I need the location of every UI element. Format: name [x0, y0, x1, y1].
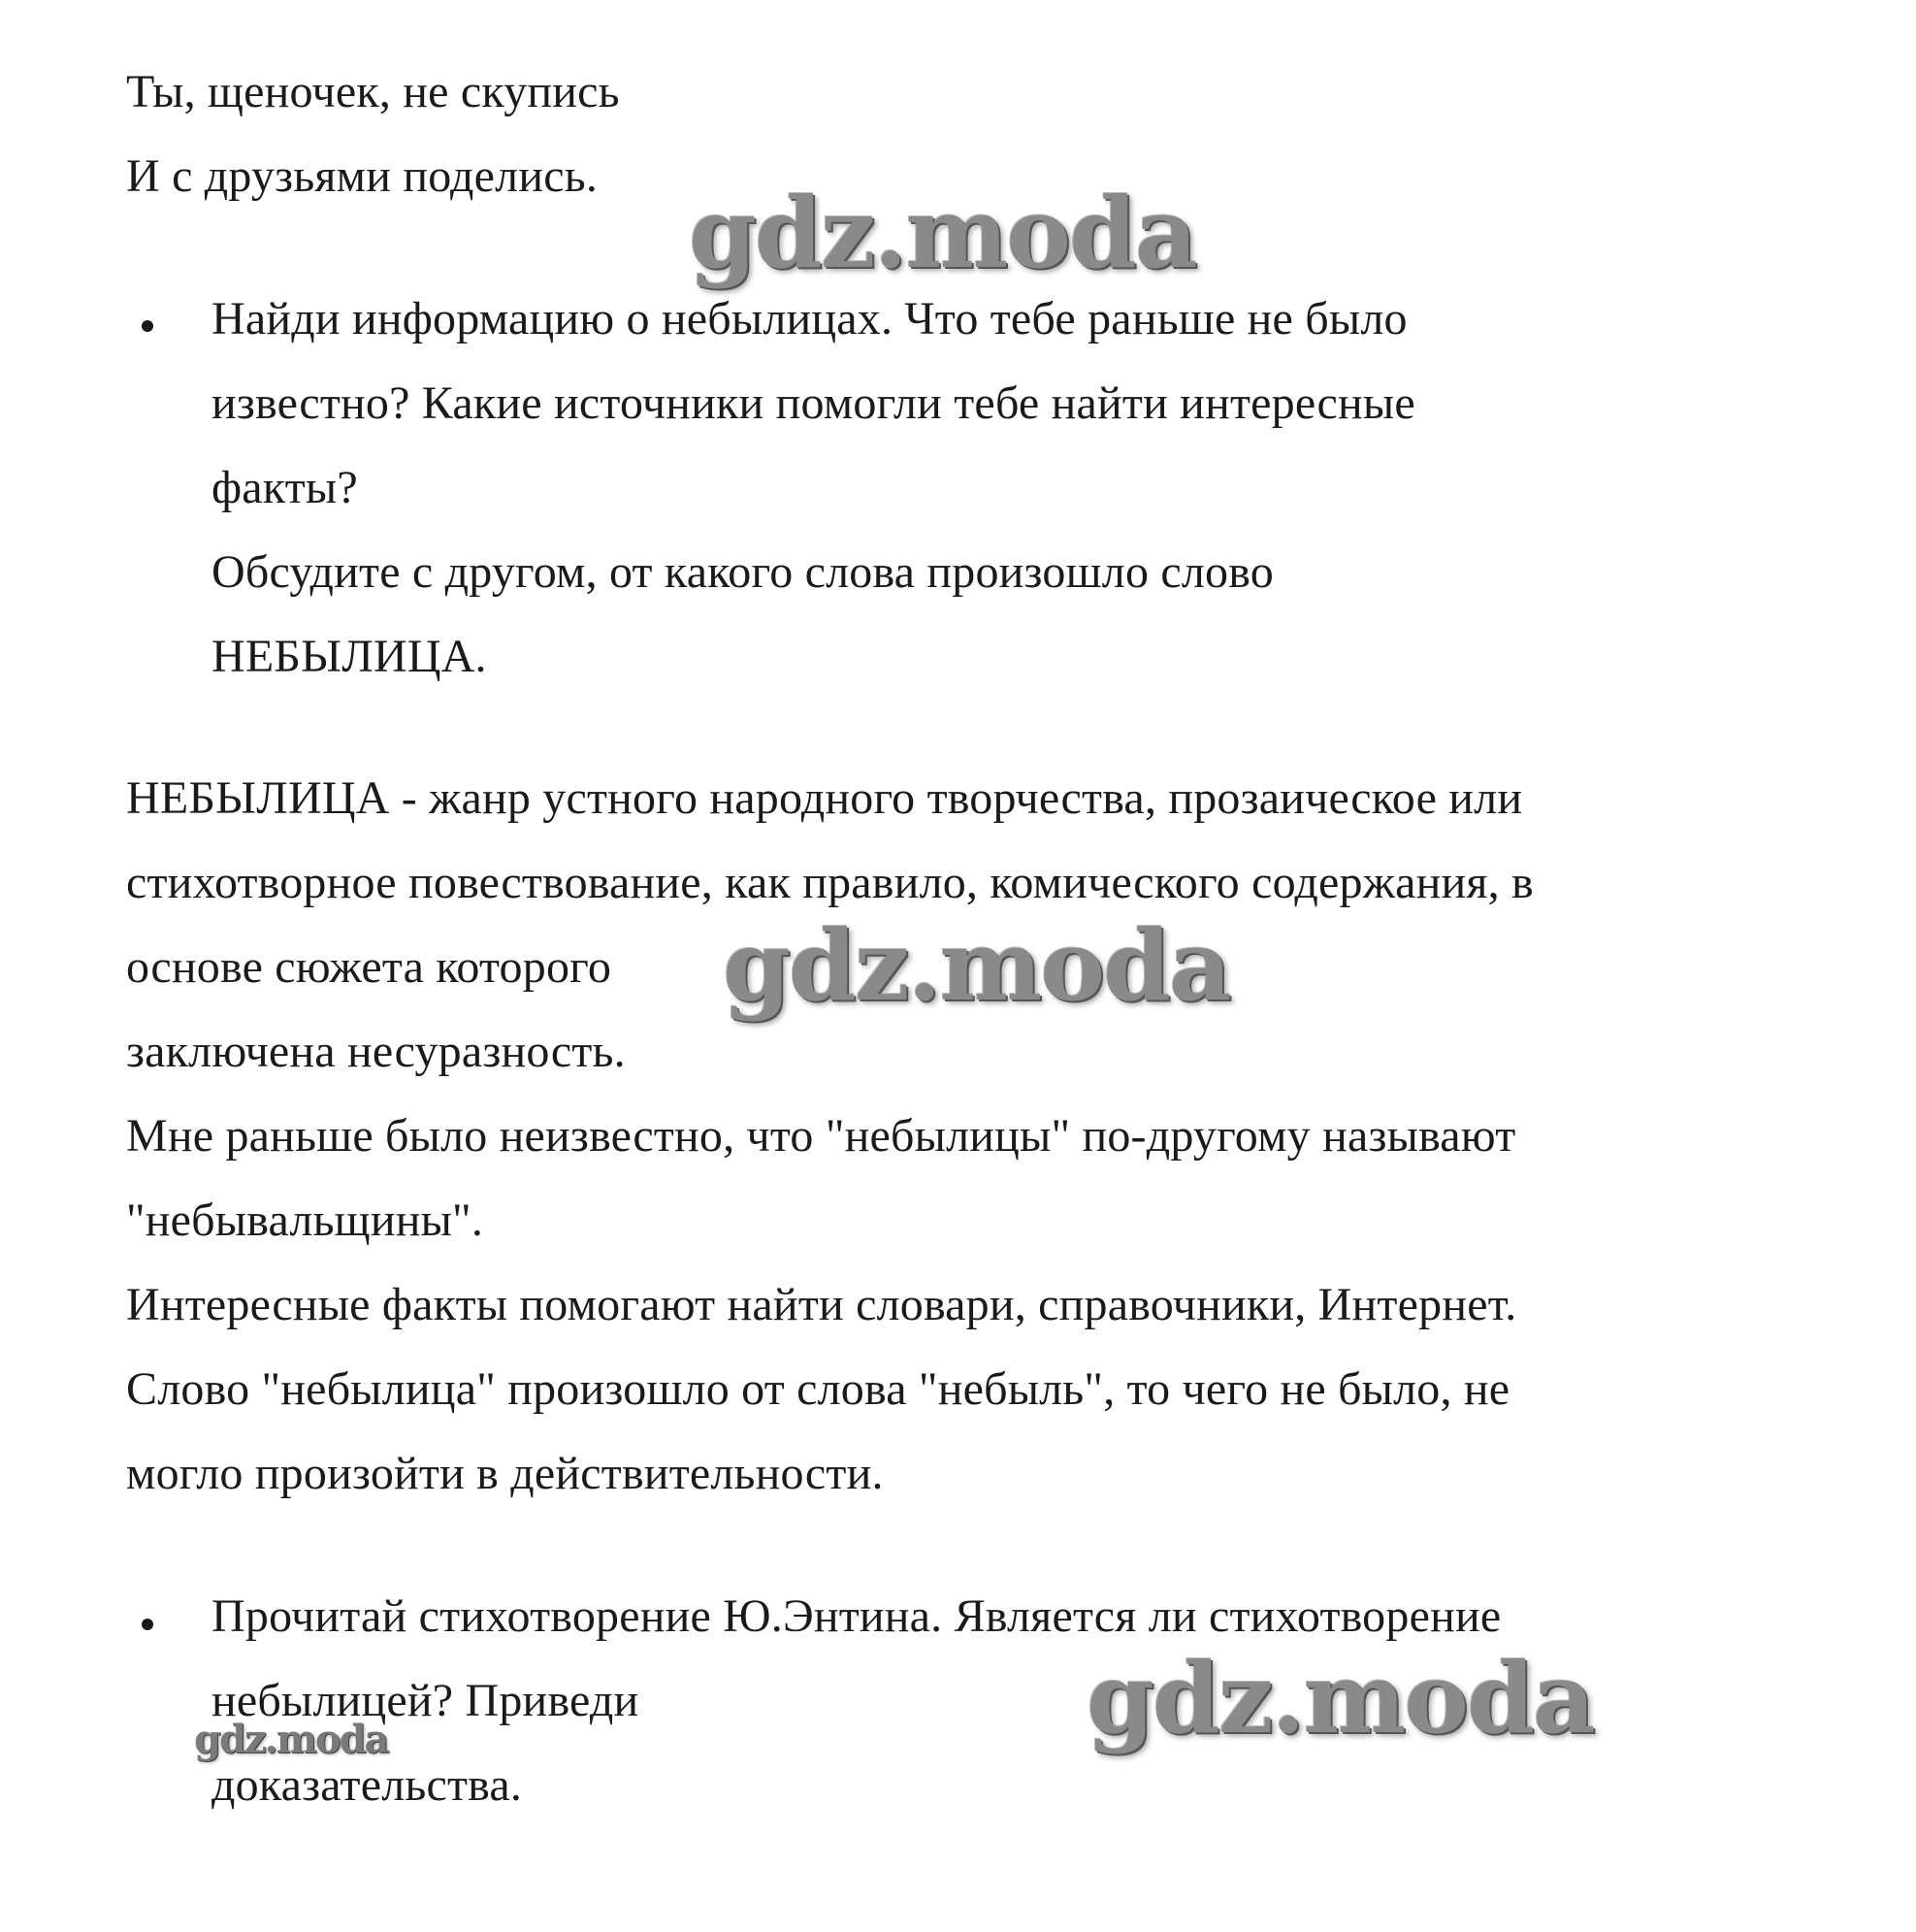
- answer-line-2: стихотворное повествование, как правило, комического содержания, в: [126, 857, 1534, 908]
- watermark-1: gdz.moda: [689, 176, 1196, 290]
- task2-line-2: небылицей? Приведи: [211, 1675, 639, 1726]
- answer-line-3: основе сюжета которого: [126, 941, 612, 993]
- answer-line-8: Слово "небылица" произошло от слова "небыль", то чего не было, не: [126, 1363, 1510, 1415]
- bullet-task-2: [142, 1619, 153, 1630]
- answer-line-4: заключена несуразность.: [126, 1026, 626, 1077]
- answer-line-5: Мне раньше было неизвестно, что "небылицы" по-другому называют: [126, 1110, 1516, 1162]
- watermark-2: gdz.moda: [723, 908, 1230, 1023]
- poem-line-1: Ты, щеночек, не скупись: [126, 66, 620, 117]
- answer-line-9: могло произойти в действительности.: [126, 1448, 884, 1499]
- task1-line-5: НЕБЫЛИЦА.: [211, 631, 487, 682]
- task1-line-3: факты?: [211, 462, 358, 513]
- task1-line-1: Найди информацию о небылицах. Что тебе раньше не было: [211, 293, 1408, 344]
- answer-line-6: "небывальщины".: [126, 1195, 484, 1246]
- task1-line-4: Обсудите с другом, от какого слова произошло слово: [211, 546, 1274, 598]
- poem-line-2: И с друзьями поделись.: [126, 150, 599, 202]
- task1-line-2: известно? Какие источники помогли тебе найти интересные: [211, 377, 1415, 429]
- watermark-3: gdz.moda: [1087, 1641, 1594, 1755]
- answer-line-7: Интересные факты помогают найти словари, справочники, Интернет.: [126, 1279, 1517, 1330]
- task2-line-3: доказательства.: [211, 1759, 523, 1811]
- watermark-small: gdz.moda: [194, 1717, 388, 1762]
- bullet-task-1: [142, 320, 153, 332]
- answer-line-1: НЕБЫЛИЦА - жанр устного народного творчества, прозаическое или: [126, 772, 1523, 824]
- task2-line-1: Прочитай стихотворение Ю.Энтина. Является ли стихотворение: [211, 1590, 1502, 1642]
